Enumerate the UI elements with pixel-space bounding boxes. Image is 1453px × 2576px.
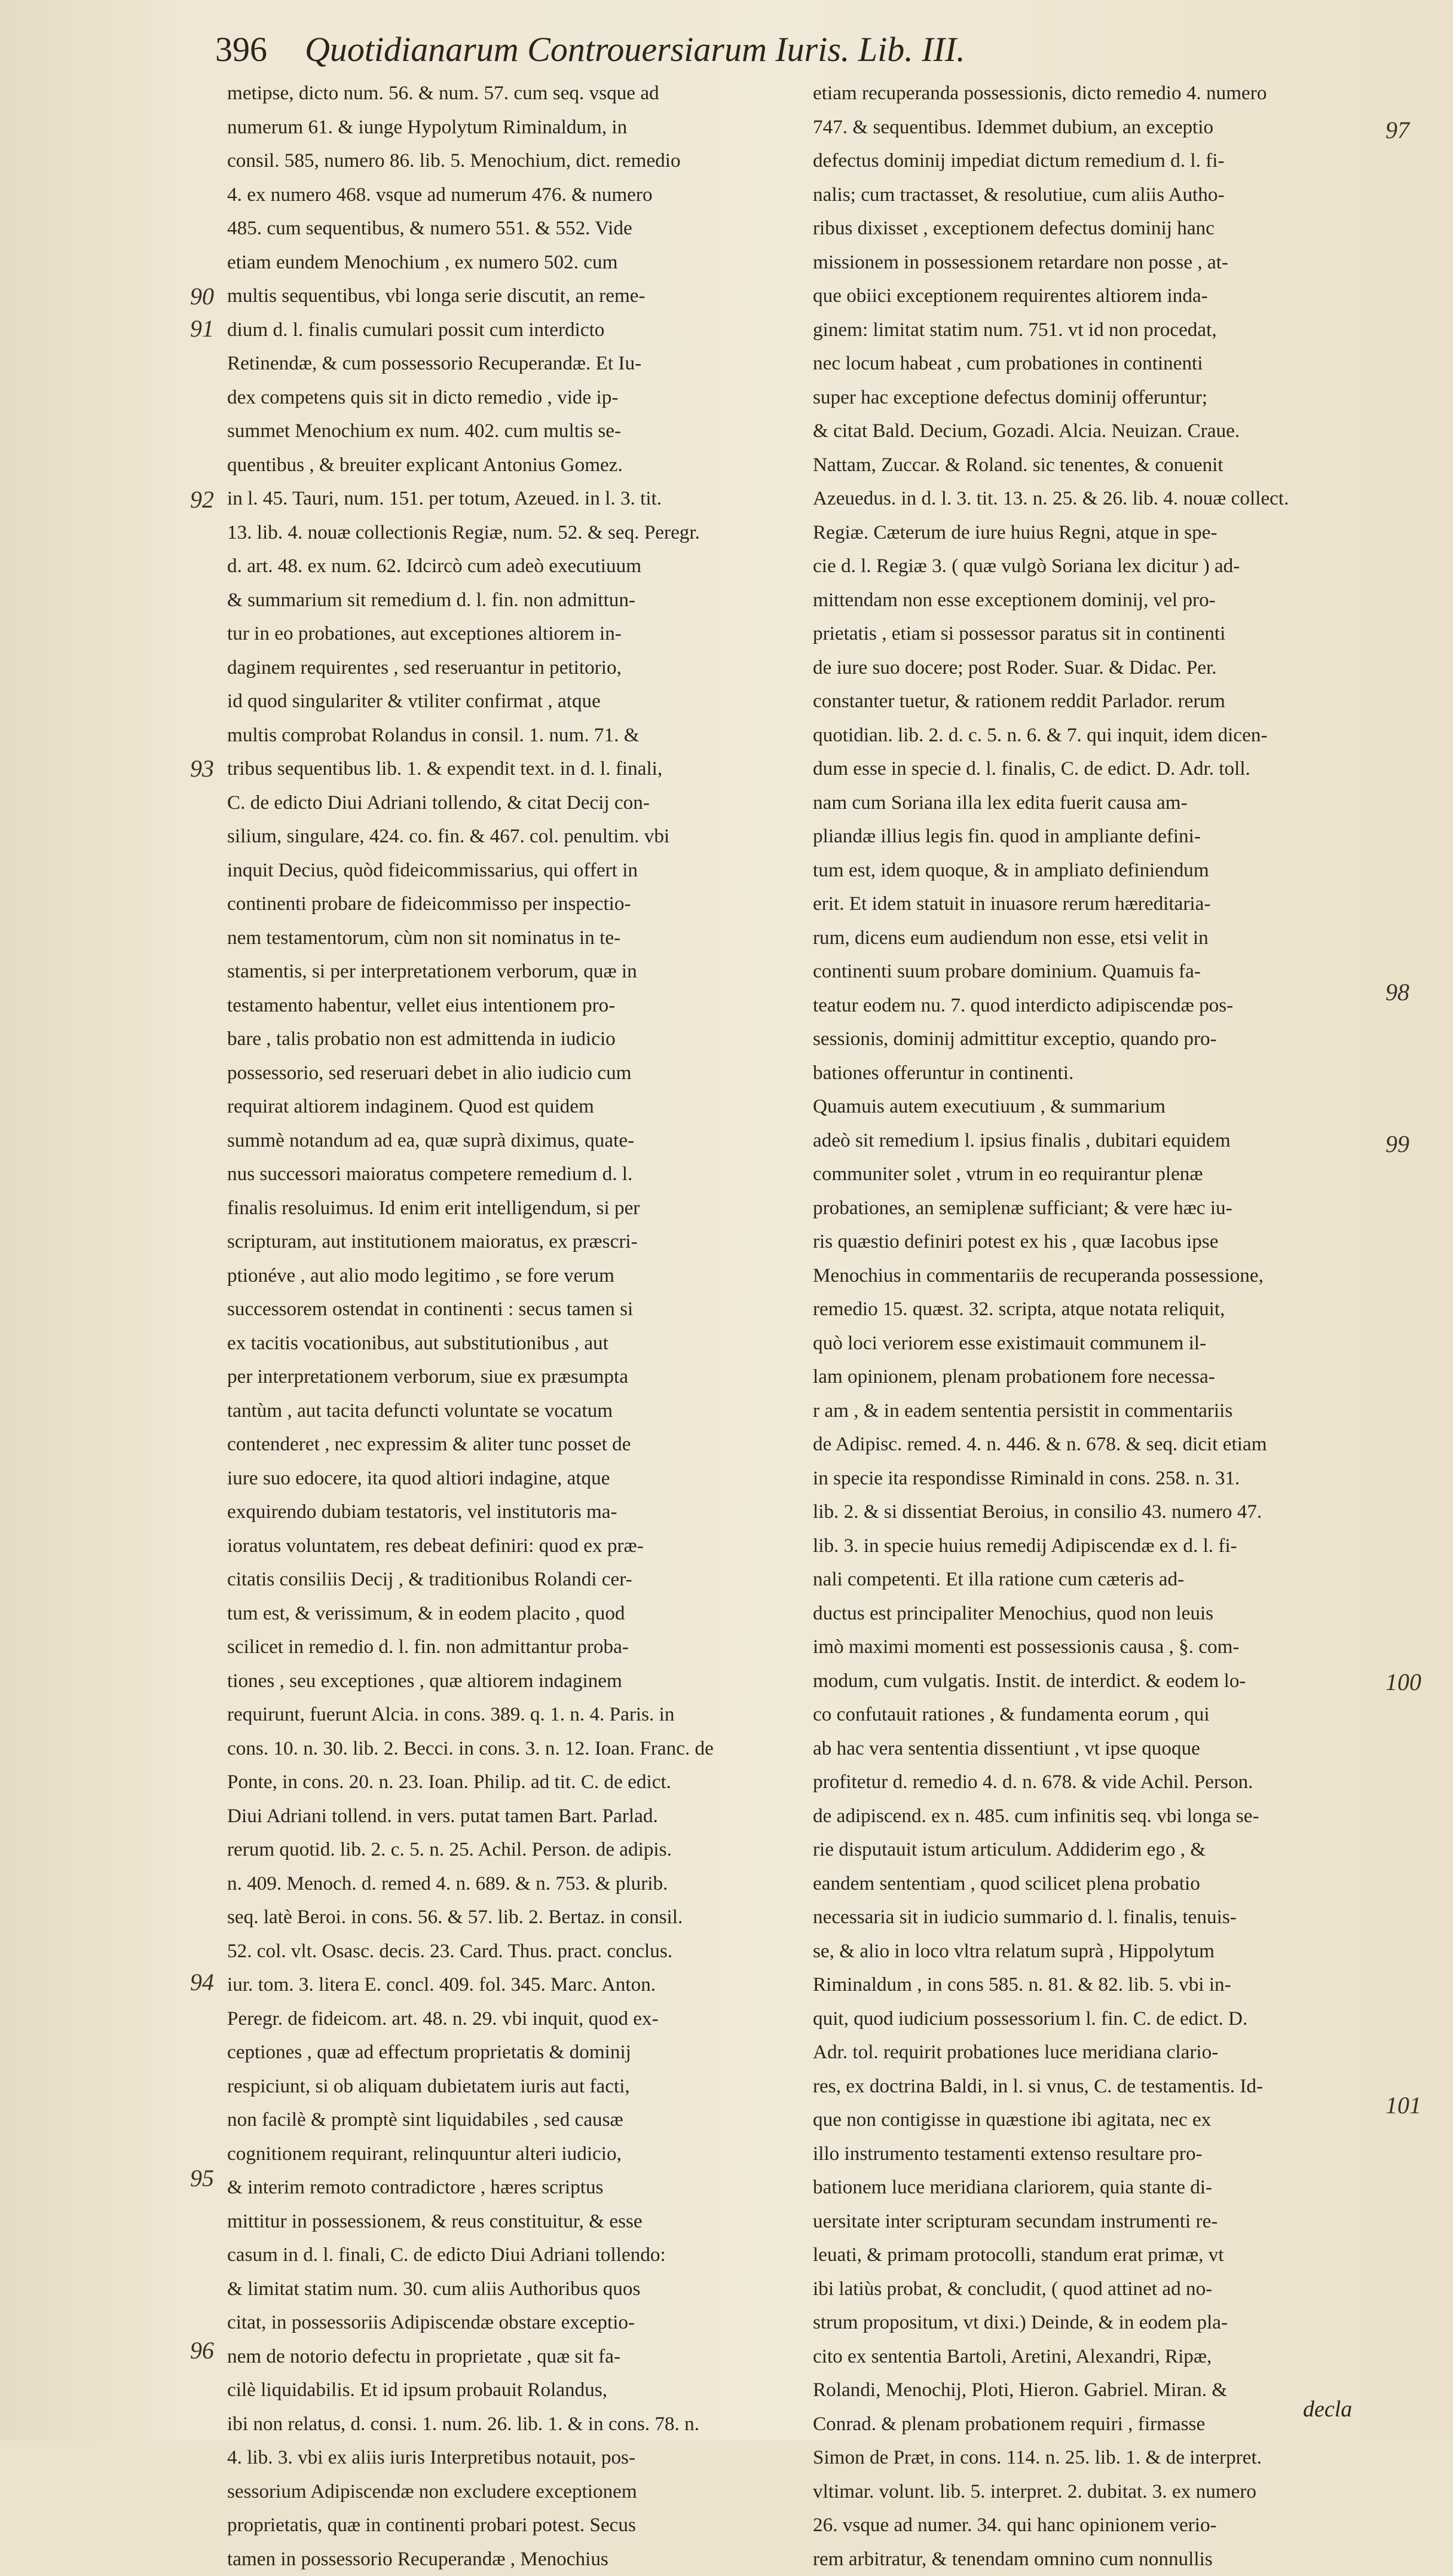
text-line: Riminaldum , in cons 585. n. 81. & 82. lib. 5. vbi in- xyxy=(813,1968,1375,2002)
text-line: Regiæ. Cæterum de iure huius Regni, atque in spe- xyxy=(813,516,1375,550)
running-header xyxy=(215,29,1387,71)
text-line: summet Menochium ex num. 402. cum multis se- xyxy=(227,414,789,448)
text-line: & citat Bald. Decium, Gozadi. Alcia. Neuizan. Craue. xyxy=(813,414,1375,448)
text-line: remedio 15. quæst. 32. scripta, atque notata reliquit, xyxy=(813,1292,1375,1327)
text-line: multis comprobat Rolandus in consil. 1. num. 71. & xyxy=(227,719,789,753)
text-line: 4. lib. 3. vbi ex aliis iuris Interpretibus notauit, pos- xyxy=(227,2441,789,2475)
text-line: ab hac vera sententia dissentiunt , vt ipse quoque xyxy=(813,1732,1375,1766)
text-line: respiciunt, si ob aliquam dubietatem iuris aut facti, xyxy=(227,2070,789,2104)
text-line: Azeuedus. in d. l. 3. tit. 13. n. 25. & 26. lib. 4. nouæ collect. xyxy=(813,482,1375,516)
text-line: dum esse in specie d. l. finalis, C. de edict. D. Adr. toll. xyxy=(813,752,1375,786)
text-line: probationes, an semiplenæ sufficiant; & vere hæc iu- xyxy=(813,1191,1375,1226)
text-line: Quamuis autem executiuum , & summarium xyxy=(813,1090,1375,1124)
text-line: leuati, & primam protocolli, standum erat primæ, vt xyxy=(813,2238,1375,2272)
text-line: ris quæstio definiri potest ex his , quæ Iacobus ipse xyxy=(813,1225,1375,1259)
text-line: finalis resoluimus. Id enim erit intelligendum, si per xyxy=(227,1191,789,1226)
text-line: cilè liquidabilis. Et id ipsum probauit Rolandus, xyxy=(227,2373,789,2407)
text-line: illo instrumento testamenti extenso resultare pro- xyxy=(813,2137,1375,2171)
margin-number: 91 xyxy=(190,314,214,343)
text-line: testamento habentur, vellet eius intentionem pro- xyxy=(227,989,789,1023)
text-line: Diui Adriani tollend. in vers. putat tamen Bart. Parlad. xyxy=(227,1799,789,1834)
text-line: numerum 61. & iunge Hypolytum Riminaldum, in xyxy=(227,111,789,145)
text-line: & interim remoto contradictore , hæres scriptus xyxy=(227,2171,789,2205)
text-line: communiter solet , vtrum in eo requirantur plenæ xyxy=(813,1157,1375,1191)
text-line: d. art. 48. ex num. 62. Idcircò cum adeò executiuum xyxy=(227,549,789,583)
text-line: ginem: limitat statim num. 751. vt id non procedat, xyxy=(813,313,1375,347)
text-line: citat, in possessoriis Adipiscendæ obstare exceptio- xyxy=(227,2306,789,2340)
margin-number: 96 xyxy=(190,2336,214,2364)
running-title: Quotidianarum Controuersiarum Iuris. Lib. III. xyxy=(305,29,965,71)
text-line: nali competenti. Et illa ratione cum cæteris ad- xyxy=(813,1563,1375,1597)
text-line: Conrad. & plenam probationem requiri , firmasse xyxy=(813,2407,1375,2441)
text-line: Nattam, Zuccar. & Roland. sic tenentes, & conuenit xyxy=(813,448,1375,482)
margin-number: 94 xyxy=(190,1968,214,1996)
text-line: silium, singulare, 424. co. fin. & 467. col. penultim. vbi xyxy=(227,820,789,854)
text-line: profitetur d. remedio 4. d. n. 678. & vide Achil. Person. xyxy=(813,1765,1375,1799)
text-line: tum est, idem quoque, & in ampliato definiendum xyxy=(813,854,1375,888)
text-line: nam cum Soriana illa lex edita fuerit causa am- xyxy=(813,786,1375,820)
margin-number: 98 xyxy=(1385,978,1409,1006)
text-line: Peregr. de fideicom. art. 48. n. 29. vbi inquit, quod ex- xyxy=(227,2002,789,2036)
text-line: super hac exceptione defectus dominij offeruntur; xyxy=(813,381,1375,415)
text-line: ex tacitis vocationibus, aut substitutionibus , aut xyxy=(227,1327,789,1361)
text-line: 13. lib. 4. nouæ collectionis Regiæ, num. 52. & seq. Peregr. xyxy=(227,516,789,550)
text-line: ptionéve , aut alio modo legitimo , se fore verum xyxy=(227,1259,789,1293)
text-line: ibi non relatus, d. consi. 1. num. 26. lib. 1. & in cons. 78. n. xyxy=(227,2407,789,2441)
text-line: ribus dixisset , exceptionem defectus dominij hanc xyxy=(813,212,1375,246)
text-line: citatis consiliis Decij , & traditionibus Rolandi cer- xyxy=(227,1563,789,1597)
text-line: nem testamentorum, cùm non sit nominatus in te- xyxy=(227,921,789,955)
text-line: rerum quotid. lib. 2. c. 5. n. 25. Achil. Person. de adipis. xyxy=(227,1833,789,1867)
text-line: erit. Et idem statuit in inuasore rerum hæreditaria- xyxy=(813,887,1375,921)
text-line: n. 409. Menoch. d. remed 4. n. 689. & n. 753. & plurib. xyxy=(227,1867,789,1901)
text-line: quotidian. lib. 2. d. c. 5. n. 6. & 7. qui inquit, idem dicen- xyxy=(813,719,1375,753)
right-text-column xyxy=(813,77,1375,2576)
text-line: Menochius in commentariis de recuperanda possessione, xyxy=(813,1259,1375,1293)
text-line: cons. 10. n. 30. lib. 2. Becci. in cons. 3. n. 12. Ioan. Franc. de xyxy=(227,1732,789,1766)
margin-number: 101 xyxy=(1385,2091,1421,2119)
text-line: necessaria sit in iudicio summario d. l. finalis, tenuis- xyxy=(813,1900,1375,1935)
text-line: successorem ostendat in continenti : secus tamen si xyxy=(227,1292,789,1327)
text-line: que obiici exceptionem requirentes altiorem inda- xyxy=(813,279,1375,313)
text-line: scilicet in remedio d. l. fin. non admittantur proba- xyxy=(227,1630,789,1664)
text-line: metipse, dicto num. 56. & num. 57. cum seq. vsque ad xyxy=(227,77,789,111)
text-line: rie disputauit istum articulum. Addiderim ego , & xyxy=(813,1833,1375,1867)
text-line: tum est, & verissimum, & in eodem placito , quod xyxy=(227,1597,789,1631)
text-line: contenderet , nec expressim & aliter tunc posset de xyxy=(227,1428,789,1462)
text-line: tantùm , aut tacita defuncti voluntate se vocatum xyxy=(227,1394,789,1428)
text-line: co confutauit rationes , & fundamenta eorum , qui xyxy=(813,1698,1375,1732)
text-line: pliandæ illius legis fin. quod in ampliante defini- xyxy=(813,820,1375,854)
text-line: in l. 45. Tauri, num. 151. per totum, Azeued. in l. 3. tit. xyxy=(227,482,789,516)
text-line: mittendam non esse exceptionem dominij, vel pro- xyxy=(813,583,1375,618)
text-line: Simon de Præt, in cons. 114. n. 25. lib. 1. & de interpret. xyxy=(813,2441,1375,2475)
text-line: tiones , seu exceptiones , quæ altiorem indaginem xyxy=(227,1664,789,1698)
catchword: decla xyxy=(1303,2396,1352,2422)
text-line: 4. ex numero 468. vsque ad numerum 476. & numero xyxy=(227,178,789,212)
text-line: dex competens quis sit in dicto remedio , vide ip- xyxy=(227,381,789,415)
text-line: ceptiones , quæ ad effectum proprietatis & dominij xyxy=(227,2036,789,2070)
text-line: missionem in possessionem retardare non posse , at- xyxy=(813,246,1375,280)
text-line: rem arbitratur, & tenendam omnino cum nonnullis xyxy=(813,2543,1375,2576)
text-line: 485. cum sequentibus, & numero 551. & 552. Vide xyxy=(227,212,789,246)
text-line: iur. tom. 3. litera E. concl. 409. fol. 345. Marc. Anton. xyxy=(227,1968,789,2002)
text-line: 747. & sequentibus. Idemmet dubium, an exceptio xyxy=(813,111,1375,145)
text-line: inquit Decius, quòd fideicommissarius, qui offert in xyxy=(227,854,789,888)
text-line: cognitionem requirant, relinquuntur alteri iudicio, xyxy=(227,2137,789,2171)
text-line: exquirendo dubiam testatoris, vel institutoris ma- xyxy=(227,1495,789,1529)
margin-number: 99 xyxy=(1385,1130,1409,1158)
text-line: ioratus voluntatem, res debeat definiri: quod ex præ- xyxy=(227,1529,789,1563)
text-line: mittitur in possessionem, & reus constituitur, & esse xyxy=(227,2205,789,2239)
text-line: scripturam, aut institutionem maioratus, ex præscri- xyxy=(227,1225,789,1259)
text-line: lib. 3. in specie huius remedij Adipiscendæ ex d. l. fi- xyxy=(813,1529,1375,1563)
text-line: rum, dicens eum audiendum non esse, etsi velit in xyxy=(813,921,1375,955)
text-line: dium d. l. finalis cumulari possit cum interdicto xyxy=(227,313,789,347)
text-line: in specie ita respondisse Riminald in cons. 258. n. 31. xyxy=(813,1462,1375,1496)
text-line: de iure suo docere; post Roder. Suar. & Didac. Per. xyxy=(813,651,1375,685)
text-line: stamentis, si per interpretationem verborum, quæ in xyxy=(227,955,789,989)
text-line: de adipiscend. ex n. 485. cum infinitis seq. vbi longa se- xyxy=(813,1799,1375,1834)
text-line: adeò sit remedium l. ipsius finalis , dubitari equidem xyxy=(813,1124,1375,1158)
text-line: se, & alio in loco vltra relatum suprà , Hippolytum xyxy=(813,1935,1375,1969)
text-line: Ponte, in cons. 20. n. 23. Ioan. Philip. ad tit. C. de edict. xyxy=(227,1765,789,1799)
text-line: quentibus , & breuiter explicant Antonius Gomez. xyxy=(227,448,789,482)
text-line: vltimar. volunt. lib. 5. interpret. 2. dubitat. 3. ex numero xyxy=(813,2475,1375,2509)
text-line: 52. col. vlt. Osasc. decis. 23. Card. Thus. pract. conclus. xyxy=(227,1935,789,1969)
text-line: consil. 585, numero 86. lib. 5. Menochium, dict. remedio xyxy=(227,144,789,178)
text-line: & limitat statim num. 30. cum aliis Authoribus quos xyxy=(227,2272,789,2306)
margin-number: 92 xyxy=(190,485,214,514)
text-line: r am , & in eadem sententia persistit in commentariis xyxy=(813,1394,1375,1428)
margin-number: 100 xyxy=(1385,1668,1421,1696)
text-line: Rolandi, Menochij, Ploti, Hieron. Gabriel. Miran. & xyxy=(813,2373,1375,2407)
text-line: eandem sententiam , quod scilicet plena probatio xyxy=(813,1867,1375,1901)
margin-number: 93 xyxy=(190,754,214,783)
text-line: sessionis, dominij admittitur exceptio, quando pro- xyxy=(813,1022,1375,1056)
text-line: cito ex sententia Bartoli, Aretini, Alexandri, Ripæ, xyxy=(813,2340,1375,2374)
text-line: etiam eundem Menochium , ex numero 502. cum xyxy=(227,246,789,280)
text-line: seq. latè Beroi. in cons. 56. & 57. lib. 2. Bertaz. in consil. xyxy=(227,1900,789,1935)
text-line: bationem luce meridiana clariorem, quia stante di- xyxy=(813,2171,1375,2205)
text-line: requirat altiorem indaginem. Quod est quidem xyxy=(227,1090,789,1124)
left-text-column xyxy=(227,77,789,2576)
text-line: nus successori maioratus competere remedium d. l. xyxy=(227,1157,789,1191)
text-line: nalis; cum tractasset, & resolutiue, cum aliis Autho- xyxy=(813,178,1375,212)
text-line: continenti suum probare dominium. Quamuis fa- xyxy=(813,955,1375,989)
text-line: tribus sequentibus lib. 1. & expendit text. in d. l. finali, xyxy=(227,752,789,786)
text-line: strum propositum, vt dixi.) Deinde, & in eodem pla- xyxy=(813,2306,1375,2340)
text-line: multis sequentibus, vbi longa serie discutit, an reme- xyxy=(227,279,789,313)
text-line: quit, quod iudicium possessorium l. fin. C. de edict. D. xyxy=(813,2002,1375,2036)
text-line: bare , talis probatio non est admittenda in iudicio xyxy=(227,1022,789,1056)
text-line: teatur eodem nu. 7. quod interdicto adipiscendæ pos- xyxy=(813,989,1375,1023)
text-line: Retinendæ, & cum possessorio Recuperandæ. Et Iu- xyxy=(227,347,789,381)
text-line: C. de edicto Diui Adriani tollendo, & citat Decij con- xyxy=(227,786,789,820)
text-line: per interpretationem verborum, siue ex præsumpta xyxy=(227,1360,789,1394)
text-line: id quod singulariter & vtiliter confirmat , atque xyxy=(227,685,789,719)
text-line: proprietatis, quæ in continenti probari potest. Secus xyxy=(227,2508,789,2543)
margin-number: 95 xyxy=(190,2164,214,2192)
text-line: possessorio, sed reseruari debet in alio iudicio cum xyxy=(227,1056,789,1090)
text-line: imò maximi momenti est possessionis causa , §. com- xyxy=(813,1630,1375,1664)
text-line: defectus dominij impediat dictum remedium d. l. fi- xyxy=(813,144,1375,178)
text-line: etiam recuperanda possessionis, dicto remedio 4. numero xyxy=(813,77,1375,111)
text-line: lam opinionem, plenam probationem fore necessa- xyxy=(813,1360,1375,1394)
text-line: iure suo edocere, ita quod altiori indagine, atque xyxy=(227,1462,789,1496)
text-line: bationes offeruntur in continenti. xyxy=(813,1056,1375,1090)
text-line: requirunt, fuerunt Alcia. in cons. 389. q. 1. n. 4. Paris. in xyxy=(227,1698,789,1732)
text-line: Adr. tol. requirit probationes luce meridiana clario- xyxy=(813,2036,1375,2070)
text-line: ibi latiùs probat, & concludit, ( quod attinet ad no- xyxy=(813,2272,1375,2306)
text-line: continenti probare de fideicommisso per inspectio- xyxy=(227,887,789,921)
text-line: quò loci veriorem esse existimauit communem il- xyxy=(813,1327,1375,1361)
text-line: que non contigisse in quæstione ibi agitata, nec ex xyxy=(813,2103,1375,2137)
text-line: constanter tuetur, & rationem reddit Parlador. rerum xyxy=(813,685,1375,719)
text-line: res, ex doctrina Baldi, in l. si vnus, C. de testamentis. Id- xyxy=(813,2070,1375,2104)
page-number: 396 xyxy=(215,29,267,71)
text-line: 26. vsque ad numer. 34. qui hanc opinionem verio- xyxy=(813,2508,1375,2543)
text-line: prietatis , etiam si possessor paratus sit in continenti xyxy=(813,617,1375,651)
text-line: & summarium sit remedium d. l. fin. non admittun- xyxy=(227,583,789,618)
margin-number: 90 xyxy=(190,282,214,310)
text-line: de Adipisc. remed. 4. n. 446. & n. 678. & seq. dicit etiam xyxy=(813,1428,1375,1462)
text-line: cie d. l. Regiæ 3. ( quæ vulgò Soriana lex dicitur ) ad- xyxy=(813,549,1375,583)
text-line: summè notandum ad ea, quæ suprà diximus, quate- xyxy=(227,1124,789,1158)
text-line: uersitate inter scripturam secundam instrumenti re- xyxy=(813,2205,1375,2239)
text-line: daginem requirentes , sed reseruantur in petitorio, xyxy=(227,651,789,685)
text-line: casum in d. l. finali, C. de edicto Diui Adriani tollendo: xyxy=(227,2238,789,2272)
margin-number: 97 xyxy=(1385,116,1409,144)
text-line: modum, cum vulgatis. Instit. de interdict. & eodem lo- xyxy=(813,1664,1375,1698)
text-line: nec locum habeat , cum probationes in continenti xyxy=(813,347,1375,381)
text-line: tur in eo probationes, aut exceptiones altiorem in- xyxy=(227,617,789,651)
text-line: non facilè & promptè sint liquidabiles , sed causæ xyxy=(227,2103,789,2137)
text-line: nem de notorio defectu in proprietate , quæ sit fa- xyxy=(227,2340,789,2374)
text-line: sessorium Adipiscendæ non excludere exceptionem xyxy=(227,2475,789,2509)
text-line: lib. 2. & si dissentiat Beroius, in consilio 43. numero 47. xyxy=(813,1495,1375,1529)
text-line: ductus est principaliter Menochius, quod non leuis xyxy=(813,1597,1375,1631)
text-line: tamen in possessorio Recuperandæ , Menochius xyxy=(227,2543,789,2576)
